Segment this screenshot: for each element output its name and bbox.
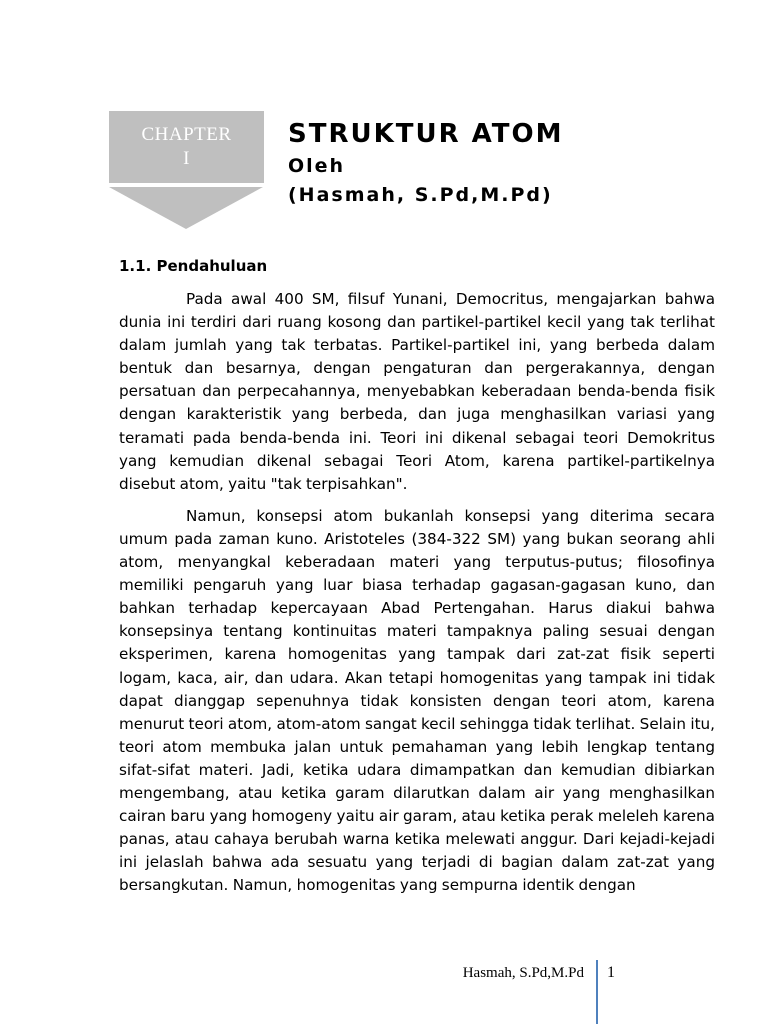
title-by: Oleh xyxy=(288,155,346,177)
main-content xyxy=(119,256,715,906)
footer-divider xyxy=(596,960,598,1024)
title-author: (Hasmah, S.Pd,M.Pd) xyxy=(288,184,553,206)
title-block xyxy=(288,116,728,210)
paragraph-1: Pada awal 400 SM, filsuf Yunani, Democritus, mengajarkan bahwa dunia ini terdiri dari ruang kosong dan partikel-partikel kecil yang tak terlihat dalam jumlah yang tak terbatas. Partikel-partikel ini, yang berbeda dalam bentuk dan besarnya, dengan pengaturan dan pergerakannya, dengan persatuan dan perpecahannya, menyebabkan keberadaan benda-benda fisik dengan karakteristik yang berbeda, dan juga menghasilkan variasi yang teramati pada benda-benda ini. Teori ini dikenal sebagai teori Demokritus yang kemudian dikenal sebagai Teori Atom, karena partikel-partikelnya disebut atom, yaitu "tak terpisahkan". xyxy=(119,290,715,493)
chapter-box xyxy=(109,111,264,183)
section-heading: 1.1. Pendahuluan xyxy=(119,257,268,275)
page-number: 1 xyxy=(607,964,615,981)
page-title: STRUKTUR ATOM xyxy=(288,119,564,149)
chapter-number: I xyxy=(183,148,190,169)
chapter-badge xyxy=(109,111,264,229)
chapter-label: CHAPTER xyxy=(141,124,232,145)
chapter-arrow-shape xyxy=(109,187,263,229)
paragraph-2: Namun, konsepsi atom bukanlah konsepsi yang diterima secara umum pada zaman kuno. Aristoteles (384-322 SM) yang bukan seorang ahli atom, menyangkal keberadaan materi yang terputus-putus; filosofinya memiliki pengaruh yang luar biasa terhadap gagasan-gagasan kuno, dan bahkan terhadap kepercayaan Abad Pertengahan. Harus diakui bahwa konsepsinya tentang kontinuitas materi tampaknya paling sesuai dengan eksperimen, karena homogenitas yang tampak dari zat-zat fisik seperti logam, kaca, air, dan udara. Akan tetapi homogenitas yang tampak ini tidak dapat dianggap sepenuhnya tidak konsisten dengan teori atom, karena menurut teori atom, atom-atom sangat kecil sehingga tidak terlihat. Selain itu, teori atom membuka jalan untuk pemahaman yang lebih lengkap tentang sifat-sifat materi. Jadi, ketika udara dimampatkan dan kemudian dibiarkan mengembang, atau ketika garam dilarutkan dalam air yang menghasilkan cairan baru yang homogeny yaitu air garam, atau ketika perak meleleh karena panas, atau cahaya berubah warna ketika melewati anggur. Dari kejadi-kejadi ini jelaslah bahwa ada sesuatu yang terjadi di bagian dalam zat-zat yang bersangkutan. Namun, homogenitas yang sempurna identik dengan xyxy=(119,506,715,895)
footer-author: Hasmah, S.Pd,M.Pd xyxy=(462,965,584,981)
